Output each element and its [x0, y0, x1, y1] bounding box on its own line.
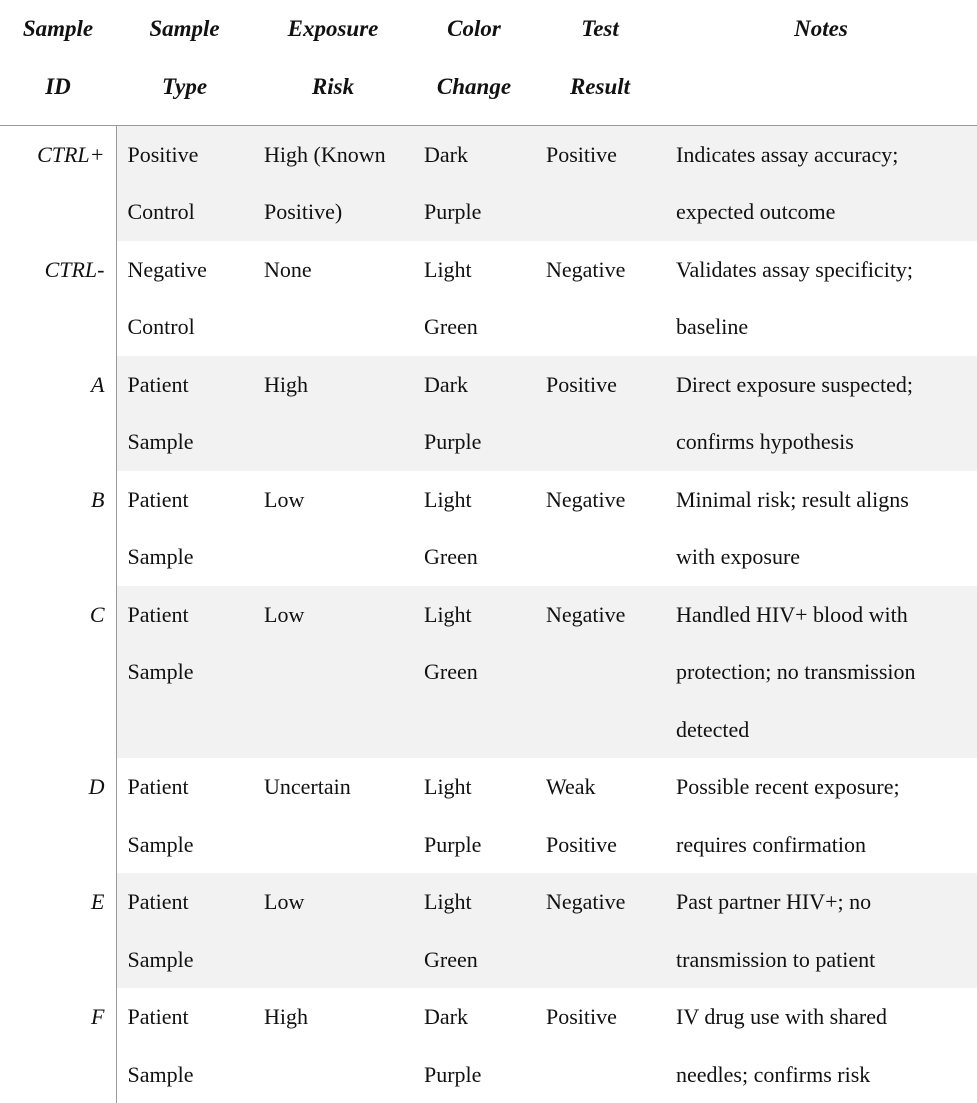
sample-type-cell: Patient Sample	[127, 1004, 194, 1087]
header-color-change: Color Change	[413, 0, 535, 125]
sample-id-cell: F	[0, 988, 116, 1103]
sample-type-cell: Patient Sample	[127, 486, 194, 569]
sample-type-cell: Negative Control	[127, 256, 207, 339]
notes-cell: Minimal risk; result aligns with exposure	[676, 486, 909, 569]
sample-type-cell: Patient Sample	[116, 586, 253, 759]
test-result-cell: Negative	[546, 486, 626, 512]
exposure-risk-cell: Low	[264, 486, 305, 512]
sample-id-cell: C	[0, 586, 116, 759]
sample-id-cell: CTRL-	[0, 241, 116, 356]
header-notes: Notes	[665, 0, 977, 125]
sample-type-cell: Patient Sample	[127, 774, 194, 857]
test-result-cell: Weak Positive	[546, 774, 617, 857]
notes-cell: Indicates assay accuracy; expected outcome	[665, 125, 977, 241]
exposure-risk-cell: High (Known Positive)	[253, 125, 413, 241]
color-change-cell: Light Green	[413, 873, 535, 988]
sample-id-cell: E	[0, 873, 116, 988]
color-change-cell: Light Green	[424, 486, 478, 569]
test-result-cell: Positive	[535, 356, 665, 471]
table-row	[0, 988, 977, 1103]
table-row	[0, 873, 977, 988]
color-change-cell: Light Green	[424, 256, 478, 339]
exposure-risk-cell: High	[264, 1004, 308, 1029]
table-row	[0, 241, 977, 356]
exposure-risk-cell: Uncertain	[264, 774, 351, 799]
header-exposure-risk: Exposure Risk	[253, 0, 413, 125]
table-row	[0, 586, 977, 759]
table-body	[0, 125, 977, 1103]
notes-cell: IV drug use with shared needles; confirms risk	[676, 1004, 887, 1087]
color-change-cell: Light Purple	[424, 774, 482, 857]
header-sample-type: Sample Type	[116, 0, 253, 125]
sample-type-cell: Patient Sample	[116, 356, 253, 471]
header-row	[0, 0, 977, 125]
notes-cell: Possible recent exposure; requires confirmation	[676, 774, 900, 857]
header-test-result: Test Result	[535, 0, 665, 125]
sample-id-cell: D	[0, 758, 116, 873]
exposure-risk-cell: High	[253, 356, 413, 471]
exposure-risk-cell: None	[264, 256, 312, 282]
exposure-risk-cell: Low	[253, 873, 413, 988]
notes-cell: Past partner HIV+; no transmission to patient	[665, 873, 977, 988]
table-row	[0, 471, 977, 586]
notes-cell: Validates assay specificity; baseline	[676, 256, 914, 339]
exposure-risk-cell: Low	[253, 586, 413, 759]
test-result-cell: Negative	[546, 256, 626, 282]
sample-type-cell: Patient Sample	[116, 873, 253, 988]
test-result-cell: Negative	[535, 586, 665, 759]
header-sample-id: Sample ID	[0, 0, 116, 125]
test-result-cell: Positive	[546, 1004, 617, 1029]
test-result-cell: Negative	[535, 873, 665, 988]
sample-type-cell: Positive Control	[116, 125, 253, 241]
color-change-cell: Dark Purple	[424, 1004, 482, 1087]
test-result-cell: Positive	[535, 125, 665, 241]
sample-id-cell: B	[0, 471, 116, 586]
sample-id-cell: A	[0, 356, 116, 471]
notes-cell: Direct exposure suspected; confirms hypothesis	[665, 356, 977, 471]
color-change-cell: Light Green	[413, 586, 535, 759]
notes-cell: Handled HIV+ blood with protection; no transmission detected	[665, 586, 977, 759]
table-row	[0, 125, 977, 241]
table-row	[0, 758, 977, 873]
table-header	[0, 0, 977, 125]
table-row	[0, 356, 977, 471]
color-change-cell: Dark Purple	[413, 125, 535, 241]
color-change-cell: Dark Purple	[413, 356, 535, 471]
sample-id-cell: CTRL+	[0, 125, 116, 241]
